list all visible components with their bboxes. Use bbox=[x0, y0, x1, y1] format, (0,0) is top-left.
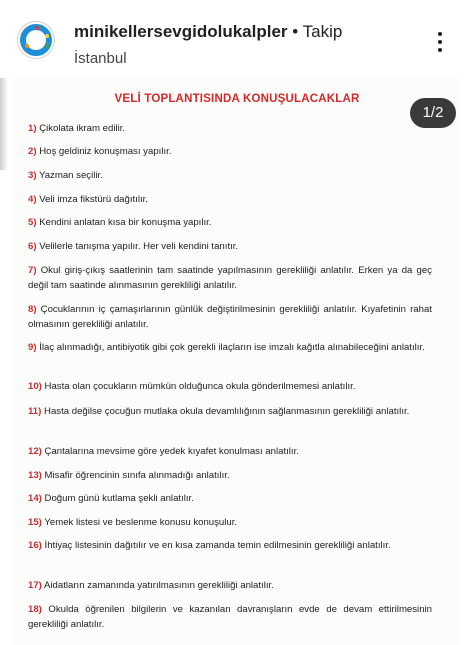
item-number: 8) bbox=[28, 304, 37, 315]
item-text: Hoş geldiniz konuşması yapılır. bbox=[39, 146, 172, 157]
avatar-dot-icon bbox=[25, 44, 29, 48]
list-item bbox=[28, 168, 432, 183]
item-text: Yemek listesi ve beslenme konusu konuşulur. bbox=[44, 517, 238, 528]
item-number: 16) bbox=[28, 540, 42, 551]
list-item bbox=[28, 444, 432, 459]
item-text: Hasta olan çocukların mümkün olduğunca okula gönderilmemesi anlatılır. bbox=[44, 381, 356, 392]
separator: • bbox=[287, 22, 303, 41]
username-link[interactable]: minikellersevgidolukalpler bbox=[74, 22, 288, 41]
item-text: Çantalarına mevsime göre yedek kıyafet konulması anlatılır. bbox=[44, 446, 299, 457]
item-number: 10) bbox=[28, 381, 42, 392]
item-text: Veli imza fikstürü dağıtılır. bbox=[39, 194, 148, 205]
item-number: 4) bbox=[28, 194, 37, 205]
item-number: 7) bbox=[28, 265, 37, 276]
location-link[interactable]: İstanbul bbox=[74, 50, 127, 67]
avatar-dot-icon bbox=[35, 26, 39, 30]
avatar-dot-icon bbox=[45, 34, 49, 38]
header-title-line bbox=[74, 22, 342, 42]
list-item bbox=[28, 121, 432, 136]
avatar-dot-icon bbox=[45, 44, 49, 48]
post-image[interactable] bbox=[14, 78, 460, 645]
item-text: Hasta değilse çocuğun mutlaka okula devamlılığının sağlanmasının gerekliliği anlatılır. bbox=[44, 406, 410, 417]
item-text: İhtiyaç listesinin dağıtılır ve en kısa zamanda temin edilmesinin gerekliliği anlatılır. bbox=[44, 540, 391, 551]
list-item bbox=[28, 468, 432, 483]
item-number: 13) bbox=[28, 470, 42, 481]
item-text: Okulda öğrenilen bilgilerin ve kazanılan davranışların evde de devam ettirilmesinin gerekliliği anlatılır. bbox=[28, 604, 432, 630]
item-number: 15) bbox=[28, 517, 42, 528]
carousel-edge-shadow bbox=[0, 78, 8, 170]
list-item bbox=[28, 538, 432, 553]
post-header bbox=[0, 0, 474, 78]
list-item bbox=[28, 263, 432, 293]
avatar-logo-icon bbox=[26, 30, 46, 50]
item-number: 3) bbox=[28, 170, 37, 181]
item-number: 6) bbox=[28, 241, 37, 252]
list-item bbox=[28, 215, 432, 230]
item-text: Okul giriş-çıkış saatlerinin tam saatinde yapılmasının gerekliliği anlatılır. Erken ya da geç değil tam saatinde alınmasının gerekliliği anlatılır. bbox=[28, 265, 433, 291]
profile-avatar[interactable] bbox=[18, 22, 54, 58]
item-text: İlaç alınmadığı, antibiyotik gibi çok gerekli ilaçların ise imzalı kağıtla alınabileceğini anlatılır. bbox=[39, 342, 425, 353]
follow-button[interactable]: Takip bbox=[302, 22, 343, 41]
list-item bbox=[28, 491, 432, 506]
list-item bbox=[28, 340, 432, 355]
item-number: 17) bbox=[28, 580, 42, 591]
item-text: Aidatların zamanında yatırılmasının gerekliliği anlatılır. bbox=[44, 580, 274, 591]
item-text: Misafir öğrencinin sınıfa alınmadığı anlatılır. bbox=[44, 470, 230, 481]
item-number: 11) bbox=[28, 406, 42, 417]
item-number: 9) bbox=[28, 342, 37, 353]
item-text: Kendini anlatan kısa bir konuşma yapılır. bbox=[39, 217, 212, 228]
list-item bbox=[28, 404, 432, 419]
list-item bbox=[28, 379, 432, 394]
item-number: 14) bbox=[28, 493, 42, 504]
item-number: 1) bbox=[28, 123, 37, 134]
item-text: Velilerle tanışma yapılır. Her veli kendini tanıtır. bbox=[39, 241, 239, 252]
list-item bbox=[28, 515, 432, 530]
list-item bbox=[28, 578, 432, 593]
list-item bbox=[28, 192, 432, 207]
list-item bbox=[28, 302, 432, 332]
list-item bbox=[28, 602, 432, 632]
item-number: 18) bbox=[28, 604, 42, 615]
more-options-icon[interactable] bbox=[432, 30, 448, 56]
item-text: Yazman seçilir. bbox=[39, 170, 103, 181]
item-number: 2) bbox=[28, 146, 37, 157]
item-number: 5) bbox=[28, 217, 37, 228]
item-text: Çikolata ikram edilir. bbox=[39, 123, 126, 134]
page-counter-badge: 1/2 bbox=[410, 98, 456, 128]
item-number: 12) bbox=[28, 446, 42, 457]
list-item bbox=[28, 239, 432, 254]
list-item bbox=[28, 144, 432, 159]
item-text: Çocuklarının iç çamaşırlarının günlük değiştirilmesinin gerekliliği anlatılır. Kıyafetinin rahat olmasının gerekliliği anlatılır. bbox=[28, 304, 432, 330]
item-text: Doğum günü kutlama şekli anlatılır. bbox=[44, 493, 194, 504]
document-title: VELİ TOPLANTISINDA KONUŞULACAKLAR bbox=[114, 93, 360, 105]
